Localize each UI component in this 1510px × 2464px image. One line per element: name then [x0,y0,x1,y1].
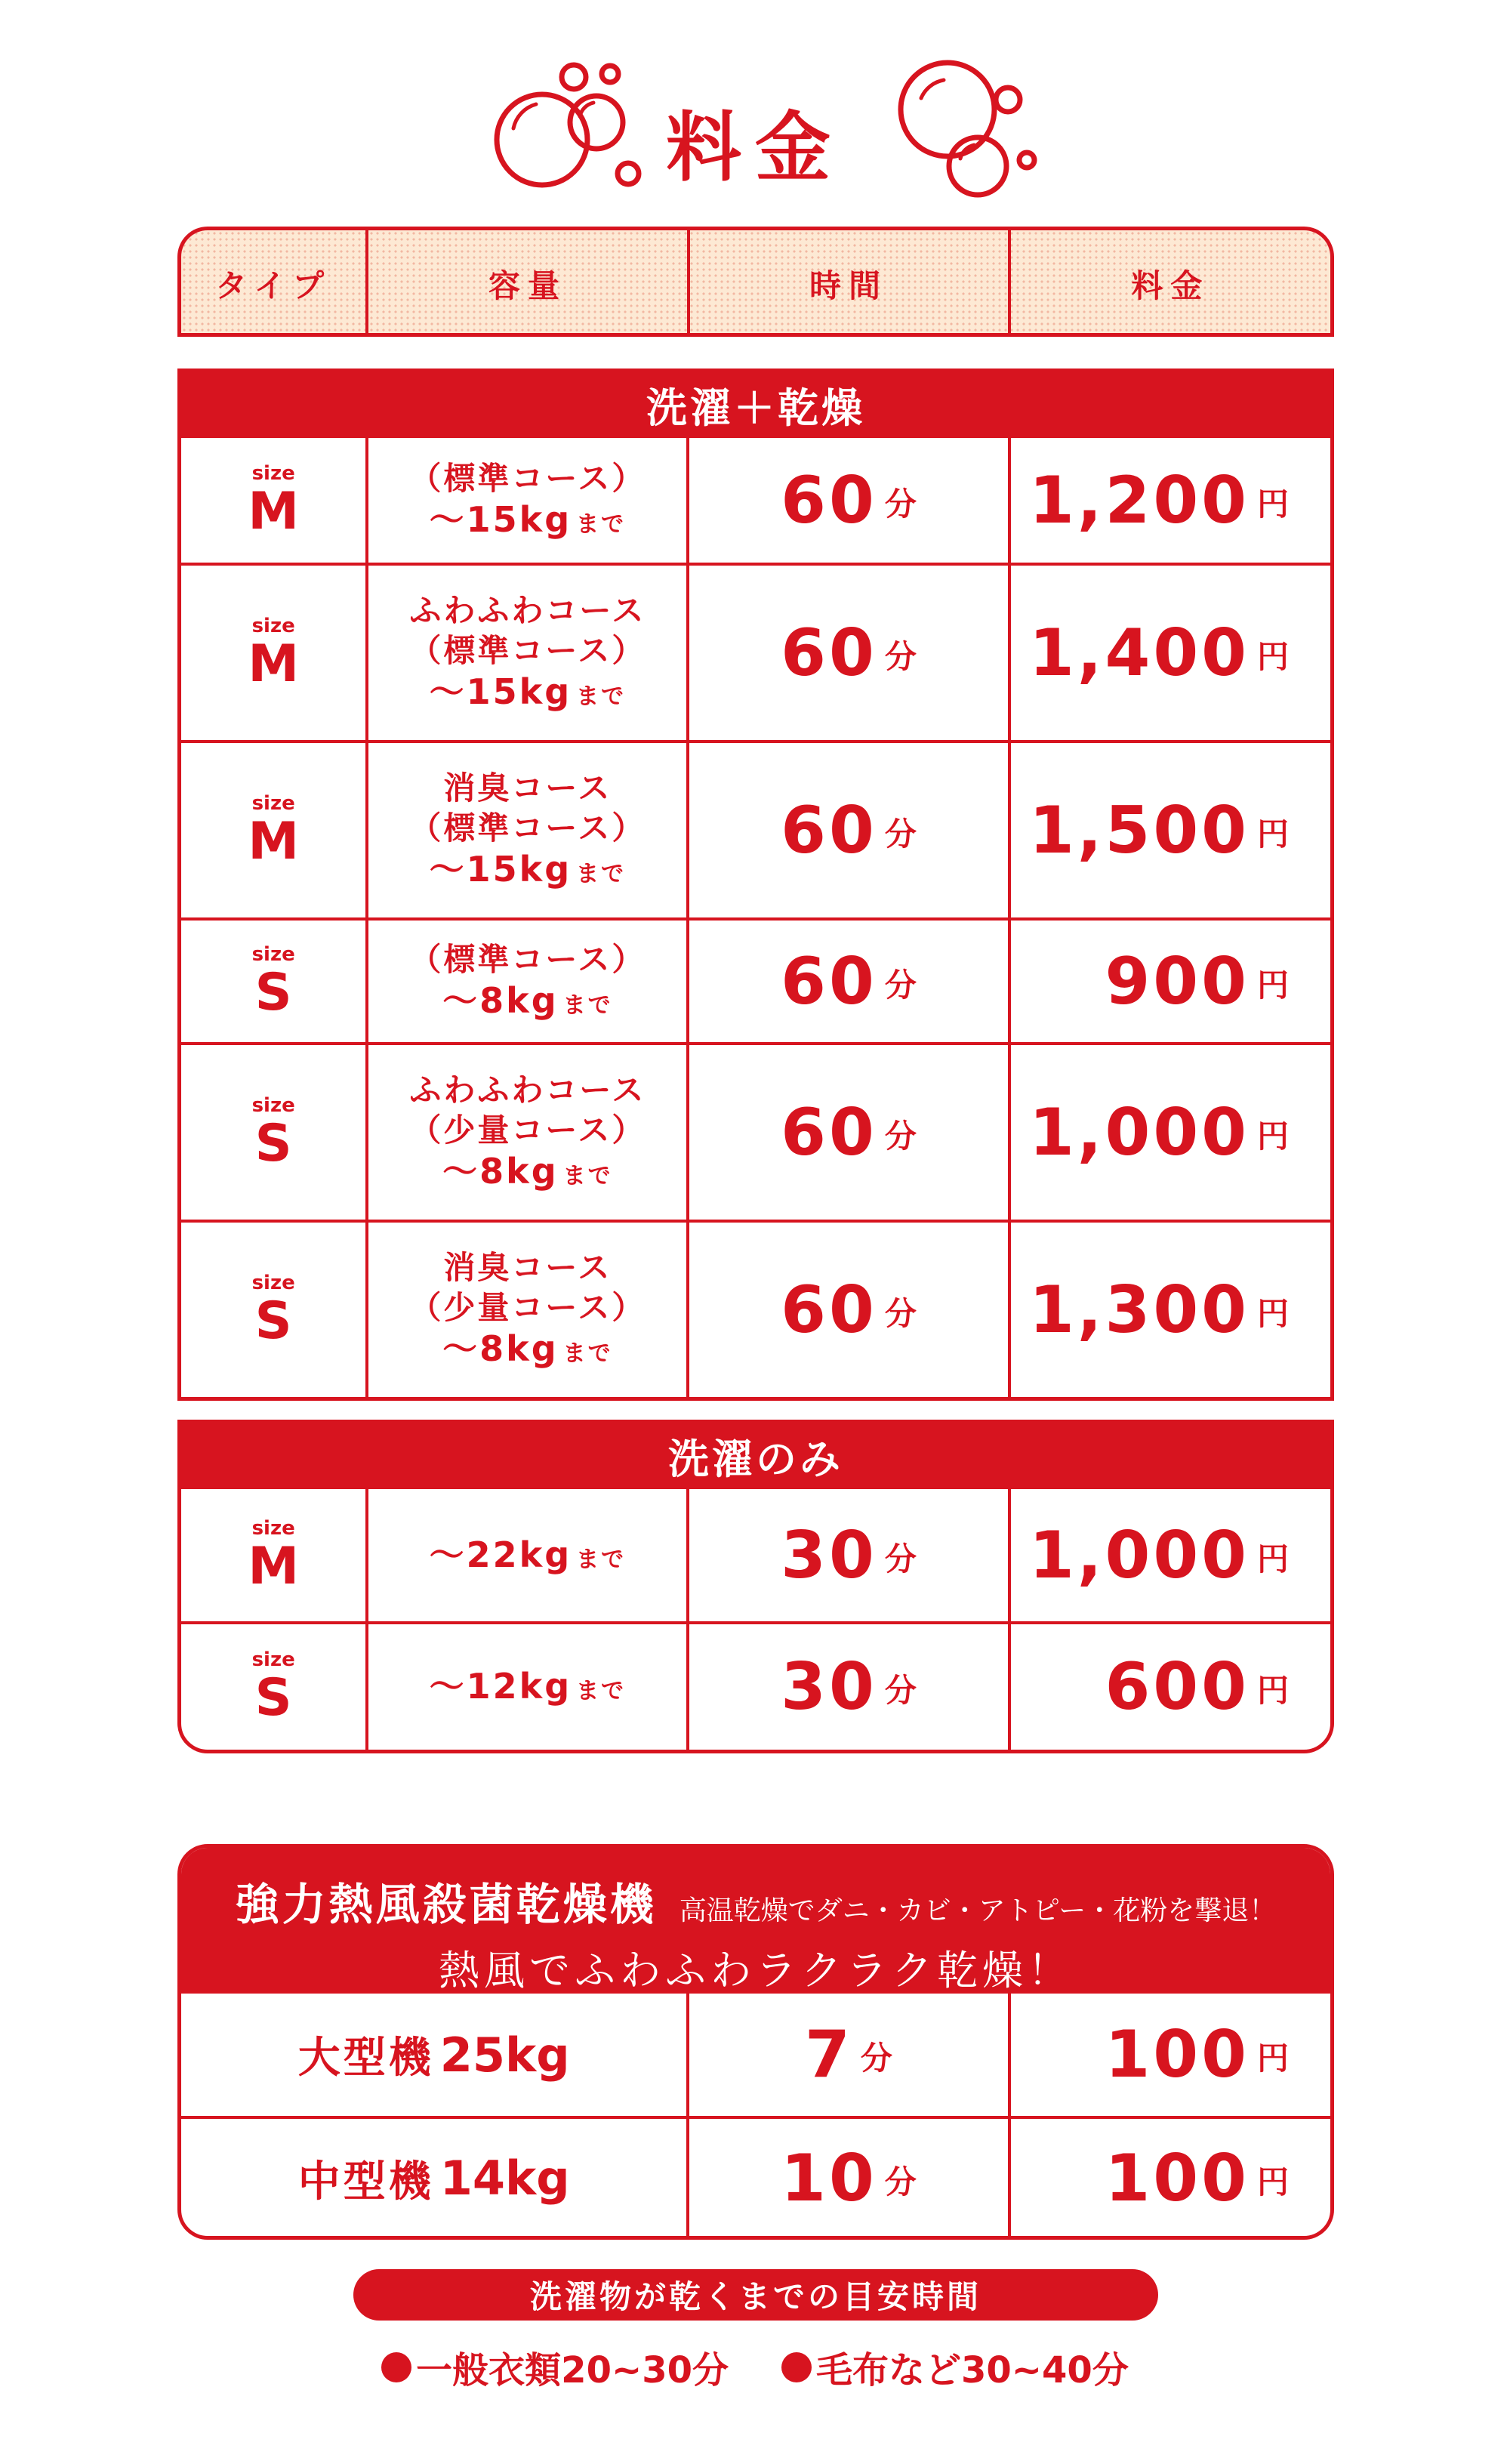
time-wrap [805,2017,892,2092]
dryer-title: 強力熱風殺菌乾燥機 [235,1879,657,1930]
capacity-value: ～15kg [429,499,572,540]
size-tag: size [251,791,295,815]
time-value: 30 [781,1517,877,1593]
capacity-cell [368,1045,689,1220]
type-cell [181,1624,368,1750]
size-tag: size [251,461,295,485]
capacity-value: ～8kg [442,980,559,1021]
section-title: 洗濯のみ [181,1423,1330,1489]
price-value: 900 [1105,943,1250,1019]
table-row [181,917,1330,1042]
price-unit: 円 [1256,2040,1289,2077]
time-cell [689,1223,1010,1397]
header-type: タイプ [181,230,368,337]
bullet-icon [781,2352,812,2382]
capacity-line [442,1328,613,1371]
time-wrap [781,1518,917,1593]
time-cell [689,743,1010,917]
course-label: ふわふわコース [409,1072,646,1109]
price-cell [1011,2119,1330,2237]
time-cell [689,1045,1010,1220]
size-letter: M [248,1536,299,1596]
capacity-line [430,671,627,714]
capacity-line [430,498,627,542]
course-label: （標準コース） [409,631,646,669]
capacity-suffix: まで [562,992,613,1019]
type-cell [181,1223,368,1397]
time-unit: 分 [884,637,917,675]
capacity-suffix: まで [562,1340,613,1368]
time-unit: 分 [884,815,917,853]
price-cell [1011,1489,1330,1621]
dryer-row [181,2116,1330,2237]
machine-name: 中型機 [297,2157,434,2206]
price-wrap [1105,2141,1289,2216]
table-row [181,1489,1330,1621]
machine-capacity: 25kg [439,2027,570,2083]
capacity-value: ～15kg [429,849,572,890]
time-unit: 分 [884,1117,917,1155]
type-cell [181,743,368,917]
price-wrap [1029,1518,1289,1593]
size-tag: size [251,1093,295,1117]
capacity-cell [368,1223,689,1397]
machine-cell [181,1994,689,2116]
capacity-line [430,848,627,892]
time-wrap [781,2141,917,2216]
size-letter: M [248,634,299,694]
time-wrap [781,944,917,1019]
bubbles-right-icon [876,53,1049,204]
size-letter: S [254,1113,292,1173]
capacity-line [430,1665,627,1709]
time-value: 30 [781,1649,877,1725]
capacity-suffix: まで [576,1678,627,1705]
price-value: 1,300 [1028,1272,1250,1348]
size-tag: size [251,614,295,637]
wash-only-table [177,1420,1334,1753]
course-label: （標準コース） [409,809,646,847]
course-label: ふわふわコース [409,592,646,630]
time-value: 60 [781,462,877,538]
size-letter: M [248,811,299,871]
time-unit: 分 [884,2163,917,2200]
price-value: 600 [1105,1649,1250,1725]
size-tag: size [251,1271,295,1294]
table-row [181,740,1330,917]
type-cell [181,438,368,563]
type-cell [181,566,368,740]
table-row [181,1220,1330,1397]
price-cell [1011,921,1330,1042]
drying-guide-items [0,2341,1510,2393]
time-unit: 分 [884,966,917,1004]
course-label: （少量コース） [409,1111,646,1149]
capacity-cell [368,566,689,740]
capacity-cell [368,1489,689,1621]
time-wrap [781,1095,917,1170]
guide-item-text: 毛布など30~40分 [816,2349,1129,2392]
capacity-suffix: まで [576,861,627,888]
capacity-value: ～15kg [429,671,572,713]
page-title: 料金 [666,103,844,192]
capacity-suffix: まで [576,1546,627,1573]
drying-guide-heading: 洗濯物が乾くまでの目安時間 [353,2269,1158,2321]
capacity-cell [368,1624,689,1750]
type-cell [181,1489,368,1621]
time-wrap [781,793,917,868]
time-value: 10 [781,2140,877,2216]
price-cell [1011,1223,1330,1397]
size-tag: size [251,1516,295,1540]
time-unit: 分 [884,1294,917,1332]
capacity-value: ～22kg [429,1534,572,1575]
time-wrap [781,1649,917,1725]
price-wrap [1029,615,1289,691]
dryer-subtitle: 高温乾燥でダニ・カビ・アトピー・花粉を撃退！ [679,1895,1277,1926]
machine-capacity: 14kg [439,2151,570,2206]
time-cell [689,1489,1010,1621]
dryer-tagline: 熱風でふわふわラクラク乾燥！ [439,1947,1073,1994]
dryer-header [181,1848,1330,1994]
table-row [181,563,1330,740]
size-letter: S [254,962,292,1022]
time-cell [689,1994,1010,2116]
time-cell [689,566,1010,740]
capacity-value: ～8kg [442,1151,559,1192]
price-value: 100 [1105,2140,1250,2216]
price-cell [1011,1624,1330,1750]
time-unit: 分 [884,485,917,523]
time-value: 60 [781,615,877,691]
price-value: 1,000 [1028,1094,1250,1170]
size-tag: size [251,942,295,966]
course-label: （標準コース） [409,459,646,497]
dryer-table [177,1844,1334,2240]
capacity-value: ～8kg [442,1328,559,1370]
dryer-row [181,1994,1330,2116]
price-wrap [1029,1272,1289,1348]
capacity-suffix: まで [576,683,627,711]
price-wrap [1029,1095,1289,1170]
time-value: 60 [781,792,877,868]
price-value: 1,500 [1028,792,1250,868]
capacity-value: ～12kg [429,1666,572,1707]
capacity-cell [368,743,689,917]
capacity-line [442,1150,613,1194]
table-row [181,1621,1330,1750]
table-row [181,1042,1330,1220]
price-cell [1011,438,1330,563]
price-cell [1011,743,1330,917]
price-cell [1011,566,1330,740]
time-unit: 分 [884,1540,917,1577]
capacity-cell [368,438,689,563]
time-cell [689,2119,1010,2237]
time-unit: 分 [884,1672,917,1709]
price-wrap [1029,463,1289,538]
guide-item [381,2341,729,2393]
header-price: 料金 [1131,267,1210,304]
type-cell [181,921,368,1042]
price-value: 1,000 [1028,1517,1250,1593]
course-label: （少量コース） [409,1288,646,1326]
price-wrap [1105,1649,1289,1725]
capacity-cell [368,921,689,1042]
machine-name: 大型機 [297,2034,434,2083]
size-letter: M [248,481,299,541]
size-tag: size [251,1648,295,1671]
capacity-line [430,1534,627,1577]
time-wrap [781,463,917,538]
price-wrap [1029,793,1289,868]
time-cell [689,438,1010,563]
time-value: 7 [805,2017,853,2092]
time-value: 60 [781,1094,877,1170]
course-label: 消臭コース [443,769,612,807]
time-cell [689,1624,1010,1750]
time-wrap [781,615,917,691]
price-unit: 円 [1257,1540,1290,1577]
time-wrap [781,1272,917,1348]
course-label: （標準コース） [409,940,646,978]
price-cell [1011,1045,1330,1220]
size-letter: S [254,1291,292,1351]
header-capacity: 容量 [368,230,689,337]
capacity-suffix: まで [562,1163,613,1190]
capacity-line [442,979,613,1023]
price-unit: 円 [1257,1117,1290,1155]
time-value: 60 [781,943,877,1019]
size-letter: S [254,1668,292,1728]
price-unit: 円 [1256,2163,1289,2200]
price-unit: 円 [1257,485,1290,523]
price-value: 1,200 [1028,462,1250,538]
table-header [177,227,1334,337]
capacity-suffix: まで [576,511,627,538]
machine-cell [181,2119,689,2237]
section-title: 洗濯＋乾燥 [181,372,1330,438]
course-label: 消臭コース [443,1249,612,1287]
type-cell [181,1045,368,1220]
time-unit: 分 [860,2040,892,2077]
time-cell [689,921,1010,1042]
price-unit: 円 [1257,1294,1290,1332]
price-unit: 円 [1257,1672,1290,1709]
price-cell [1011,1994,1330,2116]
price-unit: 円 [1257,815,1290,853]
price-wrap [1105,2017,1289,2092]
wash-dry-table [177,369,1334,1401]
time-value: 60 [781,1272,877,1348]
bullet-icon [381,2352,411,2382]
table-row [181,438,1330,563]
guide-item-text: 一般衣類20~30分 [416,2349,729,2392]
price-unit: 円 [1257,966,1290,1004]
price-wrap [1105,944,1289,1019]
guide-item [781,2341,1129,2393]
price-unit: 円 [1257,637,1290,675]
header-time: 時間 [690,230,1011,337]
price-value: 1,400 [1028,615,1250,691]
price-value: 100 [1105,2017,1250,2092]
